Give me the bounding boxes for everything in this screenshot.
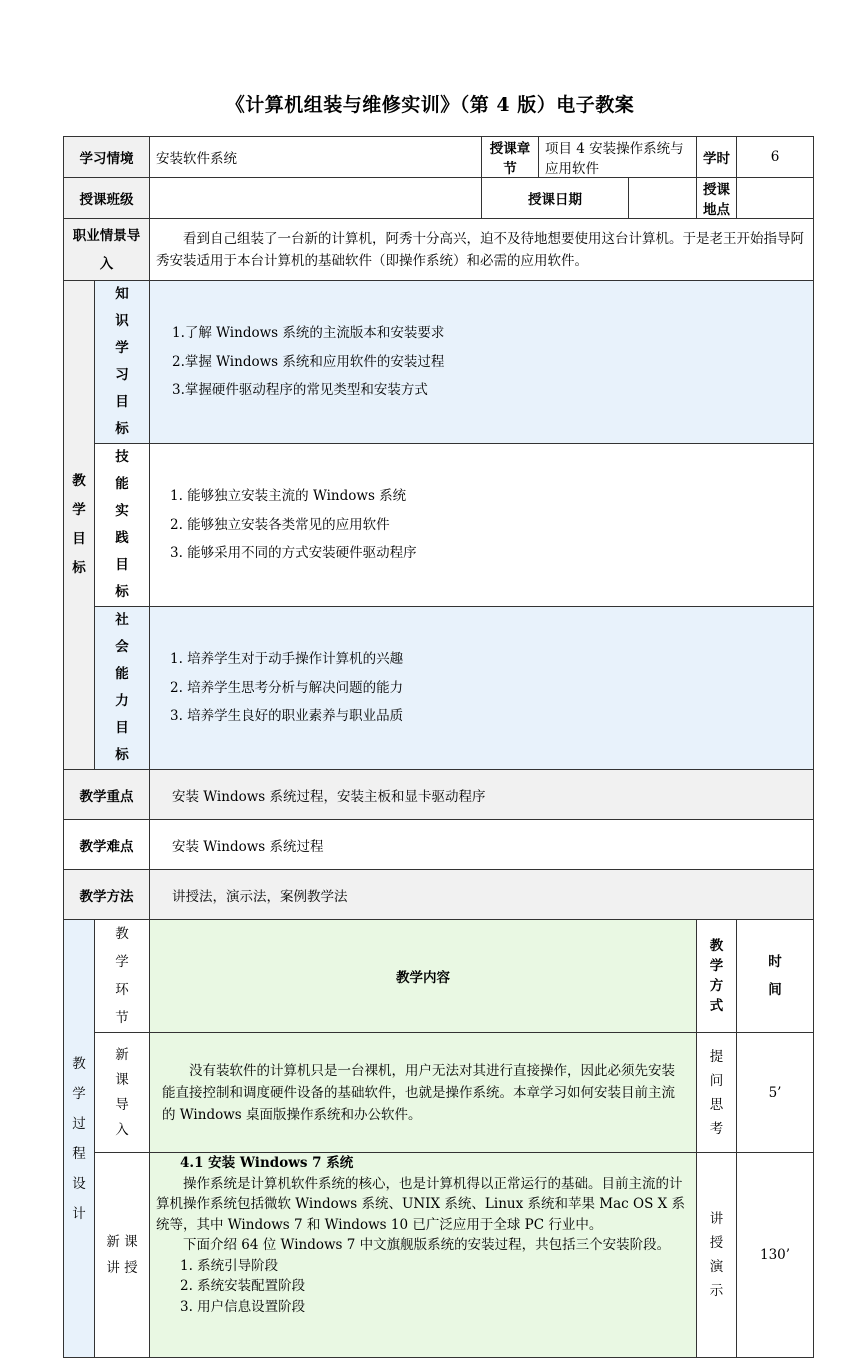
knowledge-goal-label: 知识学习目标 <box>95 281 150 444</box>
lesson-plan-table <box>63 136 814 1358</box>
stage-cell: 新课导入 <box>95 1033 150 1153</box>
hours-value: 6 <box>737 137 814 178</box>
social-goal-list <box>150 607 814 770</box>
knowledge-goal-list <box>150 281 814 444</box>
method-label: 教学方法 <box>64 870 150 920</box>
time-cell: 5’ <box>737 1033 814 1153</box>
skill-goal-label: 技能实践目标 <box>95 444 150 607</box>
list-item: 2. 系统安装配置阶段 <box>180 1278 306 1294</box>
content-paragraph: 操作系统是计算机软件系统的核心，也是计算机得以正常运行的基础。目前主流的计算机操作系统包括微软 Windows 系统、UNIX 系统、Linux 系统和苹果 Mac OS X 系统等，其中 Windows 7 和 Windows 10 已广泛应用于全球 PC 行业中。 <box>156 1175 686 1233</box>
list-item: 2.掌握 Windows 系统和应用软件的安装过程 <box>172 353 445 370</box>
col-stage-header: 教学环节 <box>95 920 150 1033</box>
social-goal-label: 社会能力目标 <box>95 607 150 770</box>
place-value <box>737 178 814 219</box>
difficulty-text: 安装 Windows 系统过程 <box>150 820 814 870</box>
key-point-label: 教学重点 <box>64 770 150 820</box>
chapter-value: 项目 4 安装操作系统与应用软件 <box>539 137 697 178</box>
method-text: 讲授法，演示法，案例教学法 <box>150 870 814 920</box>
col-method-header: 教学方式 <box>697 920 737 1033</box>
list-item: 3. 用户信息设置阶段 <box>180 1298 306 1315</box>
list-item: 1.了解 Windows 系统的主流版本和安装要求 <box>172 325 445 342</box>
hours-label: 学时 <box>697 137 737 178</box>
difficulty-label: 教学难点 <box>64 820 150 870</box>
intro-label: 职业情景导入 <box>64 219 150 281</box>
goals-label: 教学目标 <box>64 281 95 770</box>
situation-value: 安装软件系统 <box>150 137 482 178</box>
time-cell: 130’ <box>737 1153 814 1358</box>
key-point-text: 安装 Windows 系统过程，安装主板和显卡驱动程序 <box>150 770 814 820</box>
method-cell: 提问思考 <box>697 1033 737 1153</box>
col-content-header: 教学内容 <box>150 920 697 1033</box>
list-item: 3.掌握硬件驱动程序的常见类型和安装方式 <box>172 382 428 399</box>
content-cell: 没有装软件的计算机只是一台裸机，用户无法对其进行直接操作，因此必须先安装能直接控制和调度硬件设备的基础软件，也就是操作系统。本章学习如何安装目前主流的 Windows 桌面版操作系统和办公软件。 <box>150 1033 697 1153</box>
place-label: 授课地点 <box>697 178 737 219</box>
date-label: 授课日期 <box>482 178 629 219</box>
section-heading: 4.1 安装 Windows 7 系统 <box>180 1155 354 1171</box>
stage-cell: 新 课 讲 授 <box>95 1153 150 1358</box>
class-value <box>150 178 482 219</box>
situation-label: 学习情境 <box>64 137 150 178</box>
list-item: 3. 能够采用不同的方式安装硬件驱动程序 <box>170 545 417 562</box>
list-item: 2. 能够独立安装各类常见的应用软件 <box>170 516 390 533</box>
list-item: 1. 系统引导阶段 <box>180 1257 279 1274</box>
skill-goal-list <box>150 444 814 607</box>
list-item: 2. 培养学生思考分析与解决问题的能力 <box>170 679 404 696</box>
intro-text: 看到自己组装了一台新的计算机，阿秀十分高兴，迫不及待地想要使用这台计算机。于是老王开始指导阿秀安装适用于本台计算机的基础软件（即操作系统）和必需的应用软件。 <box>150 219 814 281</box>
col-time-header: 时间 <box>737 920 814 1033</box>
document-title: 《计算机组装与维修实训》（第 4 版）电子教案 <box>225 94 635 116</box>
list-item: 1. 能够独立安装主流的 Windows 系统 <box>170 488 407 505</box>
content-paragraph: 下面介绍 64 位 Windows 7 中文旗舰版系统的安装过程，共包括三个安装阶段。 <box>183 1237 671 1253</box>
list-item: 1. 培养学生对于动手操作计算机的兴趣 <box>170 651 404 668</box>
process-label: 教学过程设计 <box>64 920 95 1358</box>
content-cell <box>150 1153 697 1358</box>
chapter-label: 授课章节 <box>482 137 539 178</box>
list-item: 3. 培养学生良好的职业素养与职业品质 <box>170 708 404 725</box>
class-label: 授课班级 <box>64 178 150 219</box>
date-value <box>629 178 697 219</box>
method-cell: 讲授演示 <box>697 1153 737 1358</box>
